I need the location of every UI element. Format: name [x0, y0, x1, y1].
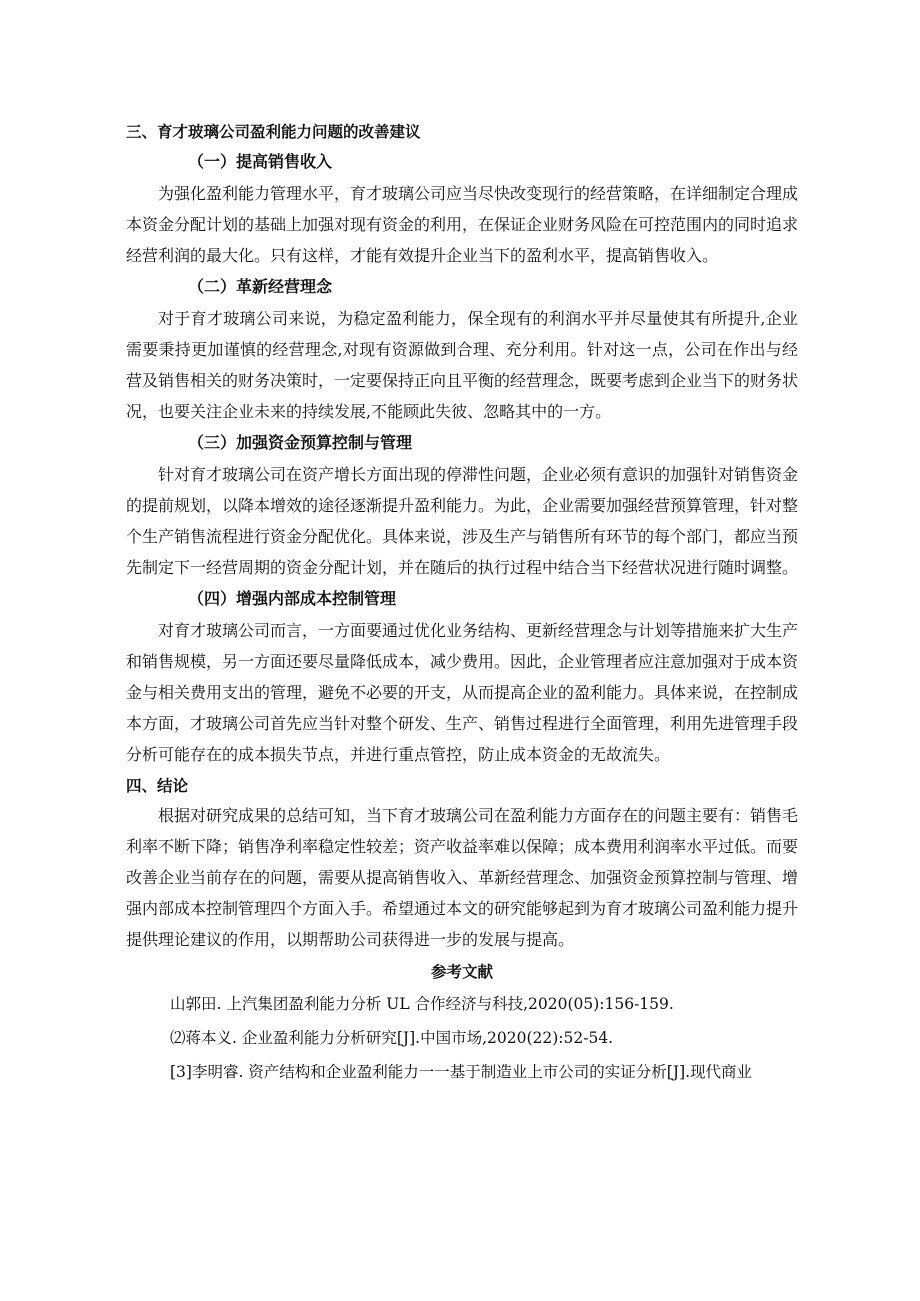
subsection-title-sales: （一）提高销售收入: [188, 152, 333, 171]
paragraph-sales: 为强化盈利能力管理水平，育才玻璃公司应当尽快改变现行的经营策略，在详细制定合理成本资金分配计划的基础上加强对现有资金的利用，在保证企业财务风险在可控范围内的同时追求经营利润的最大化。只有这样，才能有效提升企业当下的盈利水平，提高销售收入。: [126, 184, 799, 265]
paragraph-philosophy: 对于育才玻璃公司来说，为稳定盈利能力，保全现有的利润水平并尽量使其有所提升,企业需要秉持更加谨慎的经营理念,对现有资源做到合理、充分利用。针对这一点，公司在作出与经营及销售相关的财务决策时，一定要保持正向且平衡的经营理念，既要考虑到企业当下的财务状况，也要关注企业未来的持续发展,不能顾此失彼、忽略其中的一方。: [126, 309, 799, 421]
references-title: 参考文献: [430, 963, 493, 981]
paragraph-conclusion: 根据对研究成果的总结可知，当下育才玻璃公司在盈利能力方面存在的问题主要有：销售毛利率不断下降；销售净利率稳定性较差；资产收益率难以保障；成本费用利润率水平过低。而要改善企业当前存在的问题，需要从提高销售收入、革新经营理念、加强资金预算控制与管理、增强内部成本控制管理四个方面入手。希望通过本文的研究能够起到为育才玻璃公司盈利能力提升提供理论建议的作用，以期帮助公司获得进一步的发展与提高。: [126, 806, 799, 949]
reference-item: [3]李明睿. 资产结构和企业盈利能力一一基于制造业上市公司的实证分析[J].现代商业: [170, 1063, 753, 1081]
paragraph-budget: 针对育才玻璃公司在资产增长方面出现的停滞性问题，企业必须有意识的加强针对销售资金的提前规划，以降本增效的途径逐渐提升盈利能力。为此，企业需要加强经营预算管理，针对整个生产销售流程进行资金分配优化。具体来说，涉及生产与销售所有环节的每个部门，都应当预先制定下一经营周期的资金分配计划，并在随后的执行过程中结合当下经营状况进行随时调整。: [126, 465, 799, 577]
paragraph-cost-control: 对育才玻璃公司而言，一方面要通过优化业务结构、更新经营理念与计划等措施来扩大生产和销售规模，另一方面还要尽量降低成本，减少费用。因此，企业管理者应注意加强对于成本资金与相关费用支出的管理，避免不必要的开支，从而提高企业的盈利能力。具体来说，在控制成本方面，才玻璃公司首先应当针对整个研发、生产、销售过程进行全面管理，利用先进管理手段分析可能存在的成本损失节点，并进行重点管控，防止成本资金的无故流失。: [126, 621, 799, 764]
subsection-title-cost-control: （四）增强内部成本控制管理: [188, 589, 397, 608]
reference-item: ⑵蒋本义. 企业盈利能力分析研究[J].中国市场,2020(22):52-54.: [170, 1029, 614, 1047]
subsection-title-philosophy: （二）革新经营理念: [188, 277, 333, 296]
subsection-title-budget: （三）加强资金预算控制与管理: [188, 433, 413, 452]
section-heading-suggestions: 三、育才玻璃公司盈利能力问题的改善建议: [126, 123, 421, 141]
reference-item: 山郭田. 上汽集团盈利能力分析 UL 合作经济与科技,2020(05):156-159.: [170, 995, 674, 1013]
section-heading-conclusion: 四、结论: [126, 777, 189, 795]
document-page: [126, 118, 798, 1089]
